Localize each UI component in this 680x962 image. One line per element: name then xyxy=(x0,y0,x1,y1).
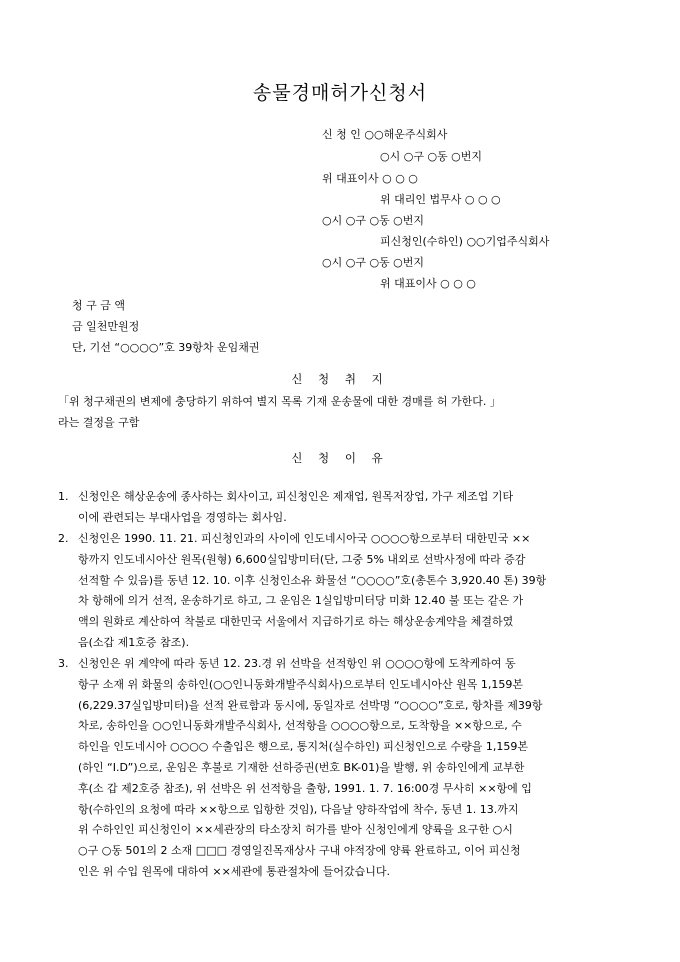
applicant-line: 신 청 인 ○○해운주식회사 xyxy=(322,128,448,141)
respondent-representative: 위 대표이사 ○ ○ ○ xyxy=(380,277,476,290)
purpose-line: 라는 결정을 구함 xyxy=(58,416,140,429)
reason-item-number: 2. xyxy=(58,532,69,545)
reason-line: 신청인은 해상운송에 종사하는 회사이고, 피신청인은 제재업, 원목저장업, 가구 제조업 기타 xyxy=(78,490,514,503)
document-title: 송물경매허가신청서 xyxy=(252,82,428,104)
reason-line: 항구 소재 위 화물의 송하인(○○인니동화개발주식회사)으로부터 인도네시아산 원목 1,159본 xyxy=(78,677,524,691)
claim-heading: 청 구 금 액 xyxy=(72,299,125,312)
reason-item-number: 1. xyxy=(58,490,69,503)
reason-item-2 xyxy=(58,529,630,654)
agent-address: ○시 ○구 ○동 ○번지 xyxy=(322,214,425,227)
claim-amount: 금 일천만원정 xyxy=(72,320,140,333)
reason-line: 위 수하인인 피신청인이 ××세관장의 타소장치 허가를 받아 신청인에게 양륙을 요구한 ○시 xyxy=(78,823,513,837)
reason-line: 신청인은 위 계약에 따라 동년 12. 23.경 위 선박을 선적항인 위 ○○○○항에 도착케하여 동 xyxy=(78,657,516,670)
applicant-representative: 위 대표이사 ○ ○ ○ xyxy=(322,172,418,185)
reason-line: (하인 “I.D”)으로, 운임은 후불로 기재한 선하증권(번호 BK-01)을 발행, 위 송하인에게 교부한 xyxy=(78,760,525,774)
reason-line: 이에 관련되는 부대사업을 경영하는 회사임. xyxy=(78,510,287,524)
reason-item-3 xyxy=(58,654,630,883)
reason-line: 항까지 인도네시아산 원목(원형) 6,600실입방미터(단, 그중 5% 내외로 선박사정에 따라 증감 xyxy=(78,552,526,566)
claim-basis: 단, 기선 “○○○○”호 39항차 운임채권 xyxy=(72,341,260,354)
purpose-line: 「위 청구채권의 변제에 충당하기 위하여 별지 목록 기재 운송물에 대한 경매를 허 가한다. 」 xyxy=(58,395,501,408)
reason-item-1 xyxy=(58,487,630,529)
reason-line: 차 항해에 의거 선적, 운송하기로 하고, 그 운임은 1실입방미터당 미화 12.40 불 또는 같은 가 xyxy=(78,594,524,608)
applicant-agent: 위 대리인 법무사 ○ ○ ○ xyxy=(380,193,501,206)
reason-line: 음(소갑 제1호증 참조). xyxy=(78,635,190,649)
reason-line: 액의 원화로 계산하여 착불로 대한민국 서울에서 지급하기로 하는 해상운송계약을 체결하였 xyxy=(78,615,514,629)
purpose-heading: 신 청 취 지 xyxy=(291,372,389,386)
reason-line: 인은 위 수입 원목에 대하여 ××세관에 통관절차에 들어갔습니다. xyxy=(78,864,391,878)
reason-line: 항(수하인의 요청에 따라 ××항으로 입항한 것임), 다음날 양하작업에 착수, 동년 1. 13.까지 xyxy=(78,802,519,816)
respondent-address: ○시 ○구 ○동 ○번지 xyxy=(322,256,425,269)
reason-line: 선적할 수 있음)를 동년 12. 10. 이후 신청인소유 화물선 “○○○○”호(총톤수 3,920.40 톤) 39항 xyxy=(78,573,547,587)
applicant-address: ○시 ○구 ○동 ○번지 xyxy=(380,150,483,163)
reason-line: 신청인은 1990. 11. 21. 피신청인과의 사이에 인도네시아국 ○○○○항으로부터 대한민국 ×× xyxy=(78,532,531,545)
respondent-line: 피신청인(수하인) ○○기업주식회사 xyxy=(380,235,550,248)
reason-line: (6,229.37실입방미터)을 선적 완료함과 동시에, 동일자로 선박명 “○○○○”호로, 항차를 제39항 xyxy=(78,698,543,712)
reason-line: ○구 ○동 501의 2 소재 □□□ 경영일진목재상사 구내 야적장에 양륙 완료하고, 이어 피신청 xyxy=(78,844,521,858)
reason-line: 후(소 갑 제2호증 참조), 위 선박은 위 선적항을 출항, 1991. 1. 7. 16:00경 무사히 ××항에 입 xyxy=(78,781,532,795)
reason-line: 하인을 인도네시아 ○○○○ 수출입은 행으로, 통지처(실수하인) 피신청인으로 수량을 1,159본 xyxy=(78,740,528,754)
reason-heading: 신 청 이 유 xyxy=(291,451,389,465)
reason-line: 차로, 송하인을 ○○인니동화개발주식회사, 선적항을 ○○○○항으로, 도착항을 ××항으로, 수 xyxy=(78,719,522,733)
reason-item-number: 3. xyxy=(58,657,69,670)
